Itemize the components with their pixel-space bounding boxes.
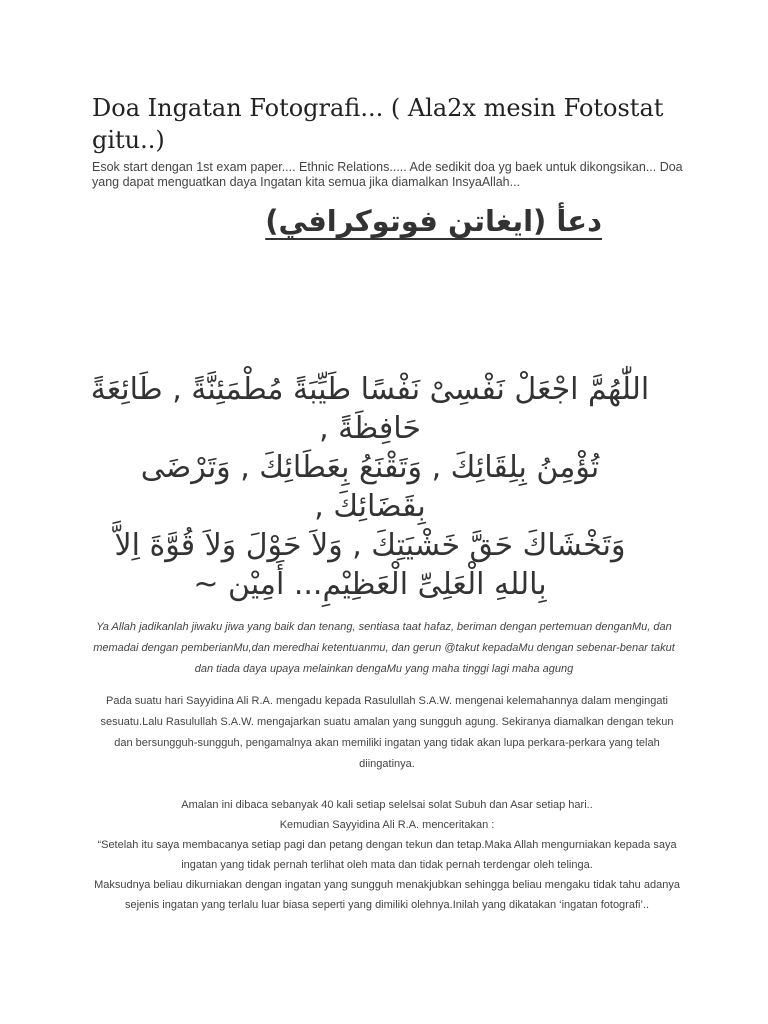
narration-quote: “Setelah itu saya membacanya setiap pagi dan petang dengan tekun dan tetap.Maka Allah mengurniakan kepada saya ingatan yang tidak pernah terlihat oleh mata dan tidak pernah terdengar oleh telinga. <box>97 839 677 871</box>
spacer <box>92 775 682 795</box>
story-paragraph-1: Pada suatu hari Sayyidina Ali R.A. mengadu kepada Rasulullah S.A.W. mengenai kelemahannya dalam mengingati sesuatu.Lalu Rasulullah S.A.W. mengajarkan suatu amalan yang sungguh agung. Sekiranya diamalkan dengan tekun dan bersungguh-sungguh, pengamalnya akan memiliki ingatan yang tidak akan lupa perkara-perkara yang telah diingatinya. <box>100 695 674 770</box>
page-title: Doa Ingatan Fotografi... ( Ala2x mesin Fotostat gitu..) <box>92 94 664 154</box>
doa-line-2: تُؤْمِنُ بِلِقَائِكَ , وَتَقْنَعُ بِعَطَائِكَ , وَتَرْضَى بِقَضَائِكَ , <box>140 450 600 524</box>
doa-line-1: اللّٰهُمَّ اجْعَلْ نَفْسِىْ نَفْسًا طَيِّبَةً مُطْمَئِنَّةً , طَائِعَةً حَافِظَةً , <box>90 372 650 446</box>
story-paragraph-2: Amalan ini dibaca sebanyak 40 kali setiap selelsai solat Subuh dan Asar setiap hari.. <box>181 799 593 811</box>
story-section <box>92 691 682 816</box>
narration-explanation: Maksudnya beliau dikurniakan dengan ingatan yang sungguh menakjubkan sehingga beliau mengaku tidak tahu adanya sejenis ingatan yang terlalu luar biasa seperti yang dimiliki olehnya.Inilah yang dikatakan ‘ingatan fotografi’.. <box>94 879 680 911</box>
arabic-heading: دعأ (ايغاتن فوتوكرافي) <box>265 204 602 238</box>
narration-intro: Kemudian Sayyidina Ali R.A. menceritakan : <box>279 819 495 831</box>
arabic-doa <box>90 370 650 604</box>
intro-text: Esok start dengan 1st exam paper.... Ethnic Relations..... Ade sedikit doa yg baek untuk dikongsikan... Doa yang dapat menguatkan daya Ingatan kita semua jika diamalkan InsyaAllah... <box>92 160 683 189</box>
doa-translation: Ya Allah jadikanlah jiwaku jiwa yang baik dan tenang, sentiasa taat hafaz, beriman dengan pertemuan denganMu, dan memadai dengan pemberianMu,dan meredhai ketentuanmu, dan gerun @takut kepadaMu dengan sebenar-benar takut dan tiada daya upaya melainkan dengaMu yang maha tinggi lagi maha agung <box>93 621 675 675</box>
doa-line-3: وَتَخْشَاكَ حَقَّ خَشْيَتِكَ , وَلاَ حَوْلَ وَلاَ قُوَّةَ اِلاَّ بِاللهِ الْعَلِىِّ الْعَظِيْمِ... أَمِيْن ~ <box>114 528 626 602</box>
narration-section <box>92 815 682 915</box>
